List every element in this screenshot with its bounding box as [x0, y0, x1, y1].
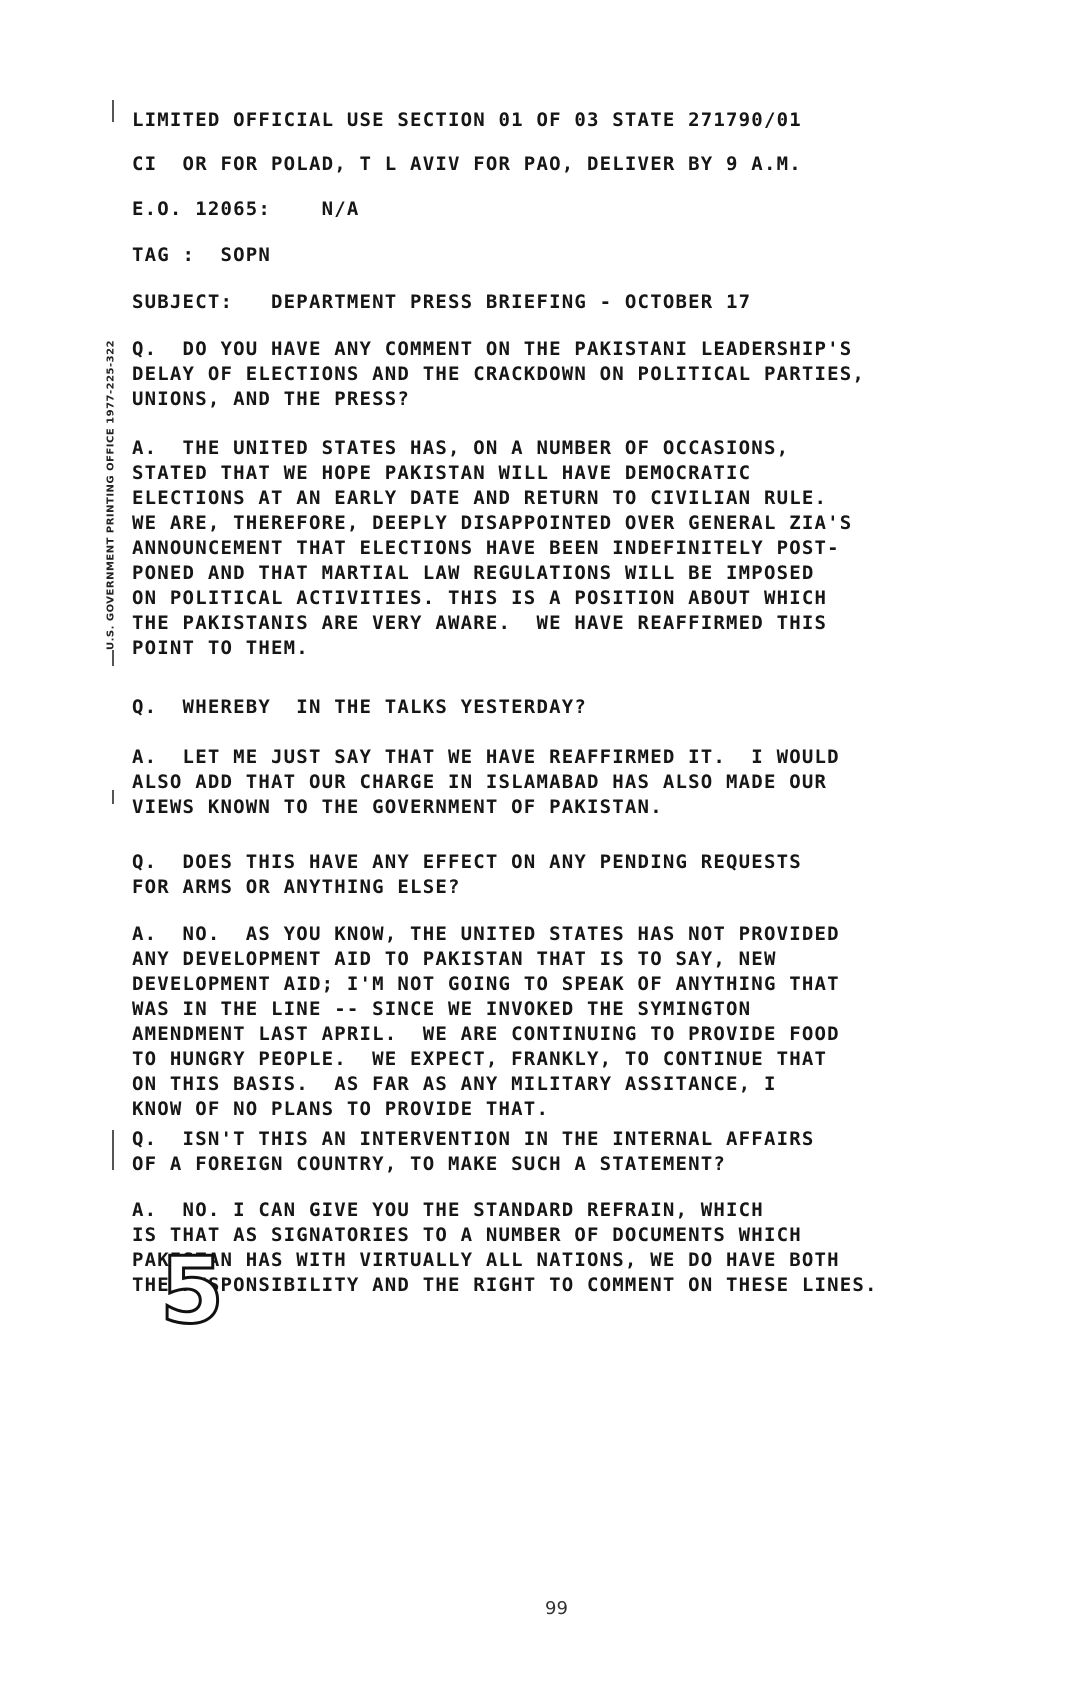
printing-office-stamp: U.S. GOVERNMENT PRINTING OFFICE 1977-225-322	[105, 339, 117, 651]
text-line: FOR ARMS OR ANYTHING ELSE?	[132, 876, 461, 898]
text-line: IS THAT AS SIGNATORIES TO A NUMBER OF DOCUMENTS WHICH	[132, 1224, 802, 1246]
question-1	[132, 337, 865, 412]
text-line: OF A FOREIGN COUNTRY, TO MAKE SUCH A STATEMENT?	[132, 1153, 727, 1175]
text-line: A. NO. I CAN GIVE YOU THE STANDARD REFRAIN, WHICH	[132, 1199, 764, 1221]
text-line: WAS IN THE LINE -- SINCE WE INVOKED THE SYMINGTON	[132, 998, 752, 1020]
header-routing: CI OR FOR POLAD, T L AVIV FOR PAO, DELIVER BY 9 A.M.	[132, 153, 802, 175]
text-line: Q. WHEREBY IN THE TALKS YESTERDAY?	[132, 696, 588, 718]
answer-1	[132, 436, 852, 661]
header-classification: LIMITED OFFICIAL USE SECTION 01 OF 03 STATE 271790/01	[132, 109, 802, 131]
text-line: ALSO ADD THAT OUR CHARGE IN ISLAMABAD HAS ALSO MADE OUR	[132, 771, 828, 793]
section-number-marker: 5	[160, 1237, 225, 1344]
text-line: STATED THAT WE HOPE PAKISTAN WILL HAVE DEMOCRATIC	[132, 462, 752, 484]
text-line: ANY DEVELOPMENT AID TO PAKISTAN THAT IS TO SAY, NEW	[132, 948, 777, 970]
text-line: UNIONS, AND THE PRESS?	[132, 388, 411, 410]
text-line: TO HUNGRY PEOPLE. WE EXPECT, FRANKLY, TO CONTINUE THAT	[132, 1048, 828, 1070]
answer-2	[132, 745, 840, 820]
text-line: A. LET ME JUST SAY THAT WE HAVE REAFFIRMED IT. I WOULD	[132, 746, 840, 768]
text-line: Q. ISN'T THIS AN INTERVENTION IN THE INTERNAL AFFAIRS	[132, 1128, 815, 1150]
text-line: AMENDMENT LAST APRIL. WE ARE CONTINUING TO PROVIDE FOOD	[132, 1023, 840, 1045]
text-line: DEVELOPMENT AID; I'M NOT GOING TO SPEAK OF ANYTHING THAT	[132, 973, 840, 995]
margin-mark	[112, 1130, 114, 1170]
answer-4	[132, 1198, 878, 1298]
text-line: PONED AND THAT MARTIAL LAW REGULATIONS WILL BE IMPOSED	[132, 562, 815, 584]
question-4	[132, 1127, 815, 1177]
text-line: PAKISTAN HAS WITH VIRTUALLY ALL NATIONS, WE DO HAVE BOTH	[132, 1249, 840, 1271]
margin-mark	[112, 100, 114, 122]
text-line: A. THE UNITED STATES HAS, ON A NUMBER OF OCCASIONS,	[132, 437, 790, 459]
text-line: ELECTIONS AT AN EARLY DATE AND RETURN TO CIVILIAN RULE.	[132, 487, 828, 509]
answer-3	[132, 922, 840, 1122]
text-line: A. NO. AS YOU KNOW, THE UNITED STATES HAS NOT PROVIDED	[132, 923, 840, 945]
margin-mark	[112, 650, 114, 666]
header-subject: SUBJECT: DEPARTMENT PRESS BRIEFING - OCTOBER 17	[132, 291, 752, 313]
text-line: DELAY OF ELECTIONS AND THE CRACKDOWN ON POLITICAL PARTIES,	[132, 363, 866, 385]
text-line: POINT TO THEM.	[132, 637, 309, 659]
question-3	[132, 850, 802, 900]
text-line: VIEWS KNOWN TO THE GOVERNMENT OF PAKISTAN.	[132, 796, 663, 818]
text-line: KNOW OF NO PLANS TO PROVIDE THAT.	[132, 1098, 550, 1120]
header-eo: E.O. 12065: N/A	[132, 198, 360, 220]
text-line: ON THIS BASIS. AS FAR AS ANY MILITARY ASSITANCE, I	[132, 1073, 777, 1095]
text-line: Q. DOES THIS HAVE ANY EFFECT ON ANY PENDING REQUESTS	[132, 851, 802, 873]
margin-mark	[112, 790, 114, 804]
question-2	[132, 695, 587, 720]
text-line: ON POLITICAL ACTIVITIES. THIS IS A POSITION ABOUT WHICH	[132, 587, 828, 609]
text-line: THE RESPONSIBILITY AND THE RIGHT TO COMMENT ON THESE LINES.	[132, 1274, 878, 1296]
text-line: WE ARE, THEREFORE, DEEPLY DISAPPOINTED OVER GENERAL ZIA'S	[132, 512, 853, 534]
text-line: ANNOUNCEMENT THAT ELECTIONS HAVE BEEN INDEFINITELY POST-	[132, 537, 840, 559]
text-line: THE PAKISTANIS ARE VERY AWARE. WE HAVE REAFFIRMED THIS	[132, 612, 828, 634]
header-tags: TAG : SOPN	[132, 244, 272, 266]
text-line: Q. DO YOU HAVE ANY COMMENT ON THE PAKISTANI LEADERSHIP'S	[132, 338, 853, 360]
page-number: 99	[545, 1598, 568, 1619]
